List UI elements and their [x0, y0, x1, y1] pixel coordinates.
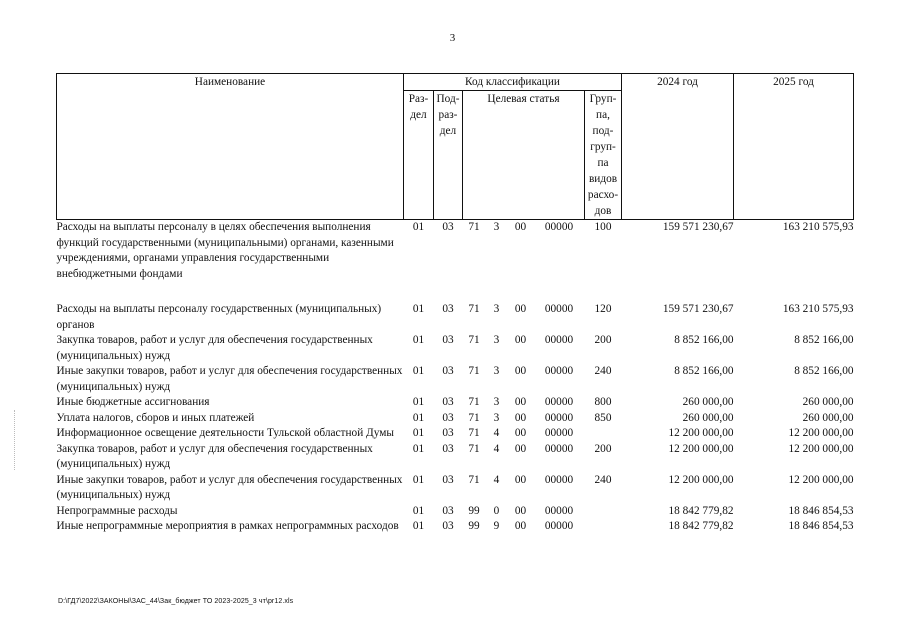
row-target-program: 71: [468, 411, 480, 424]
row-value-2025: 18 846 854,53: [788, 520, 854, 532]
row-target-subprogram: 3: [493, 365, 500, 377]
row-name: Уплата налогов, сборов и иных платежей: [56, 411, 255, 424]
table-row: [57, 302, 854, 333]
row-razdel: 01: [412, 334, 425, 346]
row-podrazdel: 03: [442, 520, 454, 532]
row-value-2024: 18 842 779,82: [668, 504, 734, 517]
row-target-direction: 00: [514, 411, 527, 424]
col-header-code: Код классификации: [404, 74, 622, 91]
row-razdel: 01: [412, 504, 425, 517]
row-target-subprogram: 3: [493, 303, 500, 315]
row-razdel: 01: [412, 473, 425, 486]
table-row: [57, 426, 854, 442]
row-razdel: 01: [412, 365, 425, 377]
row-value-2025: 12 200 000,00: [788, 442, 854, 455]
row-target-code: 00000: [544, 411, 574, 424]
row-podrazdel: 03: [442, 396, 454, 408]
row-value-2024: 12 200 000,00: [668, 442, 734, 455]
row-group: 200: [594, 442, 612, 455]
page-number: 3: [449, 32, 456, 44]
row-name: Расходы на выплаты персоналу государственных (муниципальных) органов: [56, 303, 382, 331]
row-group: 120: [594, 303, 612, 315]
row-group: 240: [594, 365, 612, 377]
row-target-direction: 00: [514, 427, 527, 439]
row-target-code: 00000: [544, 221, 574, 233]
col-header-name: Наименование: [57, 74, 404, 220]
row-podrazdel: 03: [442, 365, 454, 377]
row-target-code: 00000: [544, 442, 574, 455]
row-target-direction: 00: [514, 473, 527, 486]
row-value-2024: 159 571 230,67: [662, 221, 734, 233]
row-target-subprogram: 4: [493, 427, 500, 439]
row-name: Иные непрограммные мероприятия в рамках непрограммных расходов: [56, 520, 399, 532]
row-razdel: 01: [412, 427, 425, 439]
row-podrazdel: 03: [442, 334, 454, 346]
col-header-razdel: Раз- дел: [404, 91, 434, 220]
row-group: 100: [594, 221, 612, 233]
row-value-2025: 12 200 000,00: [788, 427, 854, 439]
row-value-2025: 163 210 575,93: [782, 221, 854, 233]
row-target-direction: 00: [514, 520, 527, 532]
table-row: [57, 519, 854, 535]
row-value-2024: 12 200 000,00: [668, 473, 734, 486]
row-value-2025: 18 846 854,53: [788, 504, 854, 517]
row-podrazdel: 03: [442, 411, 454, 424]
row-razdel: 01: [412, 520, 425, 532]
row-podrazdel: 03: [442, 442, 454, 455]
row-target-direction: 00: [514, 396, 527, 408]
row-podrazdel: 03: [442, 427, 454, 439]
row-razdel: 01: [412, 396, 425, 408]
row-razdel: 01: [412, 303, 425, 315]
row-group: 240: [594, 473, 612, 486]
row-target-program: 99: [468, 520, 480, 532]
row-name: Иные закупки товаров, работ и услуг для обеспечения государственных (муниципальных) нужд: [56, 473, 403, 501]
row-podrazdel: 03: [442, 303, 454, 315]
col-header-target: Целевая статья: [463, 91, 585, 220]
row-podrazdel: 03: [442, 473, 454, 486]
row-value-2024: 8 852 166,00: [674, 334, 734, 346]
row-value-2024: 159 571 230,67: [662, 303, 734, 315]
row-value-2025: 12 200 000,00: [788, 473, 854, 486]
row-value-2024: 12 200 000,00: [668, 427, 734, 439]
table-row: [57, 411, 854, 427]
row-target-subprogram: 4: [493, 473, 500, 486]
row-target-program: 71: [468, 473, 480, 486]
row-value-2025: 8 852 166,00: [794, 365, 854, 377]
row-name: Информационное освещение деятельности Тульской областной Думы: [56, 427, 395, 439]
row-target-program: 71: [468, 396, 480, 408]
row-group: [585, 504, 622, 520]
row-target-program: 71: [468, 303, 480, 315]
row-value-2025: 8 852 166,00: [794, 334, 854, 346]
row-name: Иные закупки товаров, работ и услуг для обеспечения государственных (муниципальных) нужд: [56, 365, 403, 393]
col-header-group: Груп- па, под- груп- па видов расхо- дов: [585, 91, 622, 220]
row-target-direction: 00: [514, 303, 527, 315]
row-value-2025: 260 000,00: [802, 396, 854, 408]
col-header-podrazdel: Под- раз- дел: [434, 91, 463, 220]
table-row: [57, 473, 854, 504]
row-target-code: 00000: [544, 427, 574, 439]
row-target-code: 00000: [544, 396, 574, 408]
table-row: [57, 333, 854, 364]
row-target-subprogram: 0: [493, 504, 500, 517]
row-target-program: 71: [468, 365, 480, 377]
row-target-subprogram: 4: [493, 442, 500, 455]
row-target-subprogram: 3: [493, 334, 500, 346]
row-podrazdel: 03: [442, 504, 454, 517]
row-target-subprogram: 3: [493, 221, 500, 233]
row-name: Закупка товаров, работ и услуг для обеспечения государственных (муниципальных) нужд: [56, 334, 373, 362]
row-target-subprogram: 3: [493, 396, 500, 408]
row-value-2024: 260 000,00: [682, 411, 734, 424]
row-value-2024: 18 842 779,82: [668, 520, 734, 532]
row-target-code: 00000: [544, 520, 574, 532]
row-value-2024: 260 000,00: [682, 396, 734, 408]
row-target-direction: 00: [514, 365, 527, 377]
row-target-program: 71: [468, 442, 480, 455]
table-row: [57, 504, 854, 520]
row-razdel: 01: [412, 411, 425, 424]
row-name: Закупка товаров, работ и услуг для обеспечения государственных (муниципальных) нужд: [56, 442, 373, 470]
budget-table: [56, 73, 854, 535]
footer-file-path: D:\ГД7\2022\ЗАКОНЫ\ЗАС_44\Зак_бюджет ТО 2023-2025_3 чт\pr12.xls: [58, 598, 294, 605]
row-target-direction: 00: [514, 504, 527, 517]
row-name: Непрограммные расходы: [56, 504, 178, 517]
row-group: [585, 426, 622, 442]
table-row: [57, 395, 854, 411]
row-target-program: 99: [468, 504, 480, 517]
row-target-code: 00000: [544, 334, 574, 346]
table-row: [57, 364, 854, 395]
row-group: 850: [594, 411, 612, 424]
row-group: [585, 519, 622, 535]
row-target-direction: 00: [514, 442, 527, 455]
row-target-direction: 00: [514, 221, 527, 233]
row-target-program: 71: [468, 221, 480, 233]
row-group: 200: [594, 334, 612, 346]
table-body: [57, 220, 854, 535]
col-header-2024: 2024 год: [622, 74, 734, 220]
table-row: [57, 442, 854, 473]
row-target-direction: 00: [514, 334, 527, 346]
row-name: Расходы на выплаты персоналу в целях обеспечения выполнения функций государственными (муниципальными) органами, казенными учреждениями, органами управления государственными внебюджетными фондами: [56, 221, 394, 280]
row-target-code: 00000: [544, 365, 574, 377]
row-target-code: 00000: [544, 303, 574, 315]
row-target-subprogram: 3: [493, 411, 500, 424]
row-razdel: 01: [412, 221, 425, 233]
row-value-2025: 163 210 575,93: [782, 303, 854, 315]
row-target-program: 71: [468, 427, 480, 439]
row-group: 800: [594, 396, 612, 408]
row-target-subprogram: 9: [493, 520, 500, 532]
row-target-code: 00000: [544, 473, 574, 486]
row-name: Иные бюджетные ассигнования: [56, 396, 210, 408]
row-razdel: 01: [412, 442, 425, 455]
header-row-top: [57, 74, 854, 91]
table-row: [57, 220, 854, 303]
row-value-2025: 260 000,00: [802, 411, 854, 424]
row-podrazdel: 03: [442, 221, 454, 233]
margin-marks: [14, 410, 17, 470]
row-value-2024: 8 852 166,00: [674, 365, 734, 377]
col-header-2025: 2025 год: [734, 74, 854, 220]
row-target-code: 00000: [544, 504, 574, 517]
row-target-program: 71: [468, 334, 480, 346]
